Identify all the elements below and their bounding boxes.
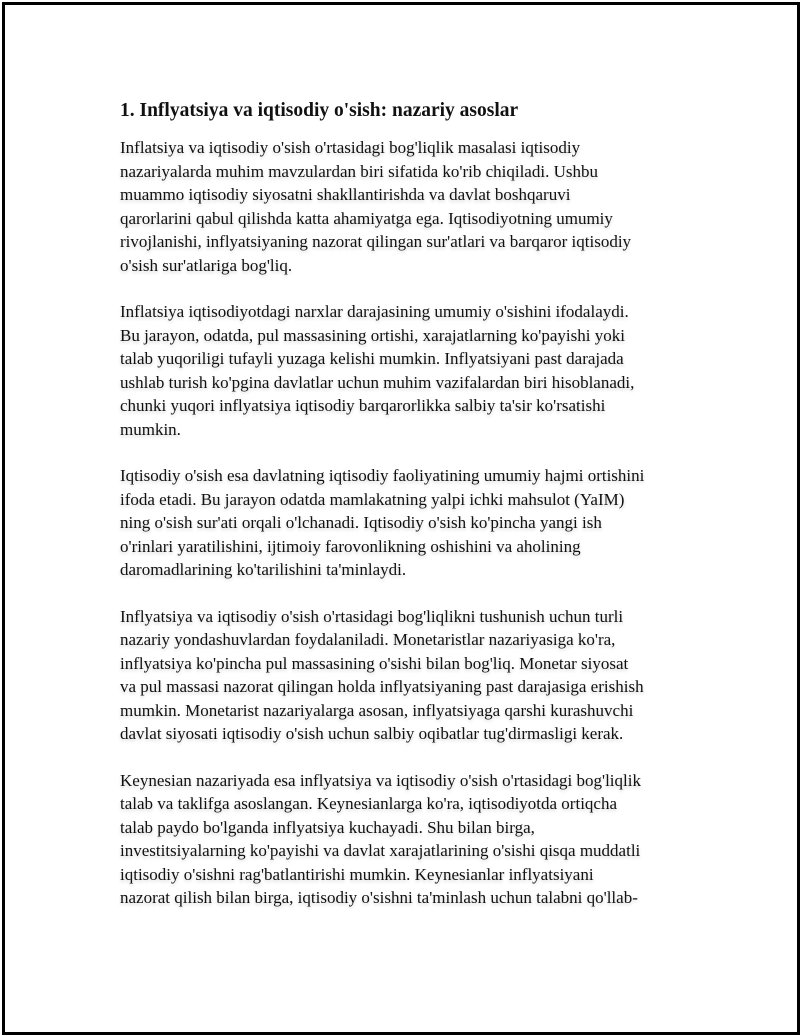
text-line: qarorlarini qabul qilishda katta ahamiyatga ega. Iqtisodiyotning umumiy: [120, 208, 613, 228]
text-line: investitsiyalarning ko'payishi va davlat xarajatlarining o'sishi qisqa muddatli: [120, 841, 641, 860]
text-line: talab paydo bo'lganda inflyatsiya kuchayadi. Shu bilan birga,: [120, 817, 535, 837]
text-line: rivojlanishi, inflyatsiyaning nazorat qilingan sur'atlari va barqaror iqtisodiy: [120, 232, 632, 251]
text-line: va pul massasi nazorat qilingan holda inflyatsiyaning past darajasiga erishish: [120, 677, 644, 696]
text-line: o'rinlari yaratilishini, ijtimoiy farovonlikning oshishini va aholining: [120, 536, 581, 556]
paragraph-list: [120, 136, 695, 910]
text-line: o'sish sur'atlariga bog'liq.: [120, 255, 293, 275]
text-line: inflyatsiya ko'pincha pul massasining o'sishi bilan bog'liq. Monetar siyosat: [120, 653, 629, 673]
text-line: chunki yuqori inflyatsiya iqtisodiy barqarorlikka salbiy ta'sir ko'rsatishi: [120, 396, 606, 415]
paragraph: [120, 136, 695, 277]
text-line: talab va taklifga asoslangan. Keynesianlarga ko'ra, iqtisodiyotda ortiqcha: [120, 794, 618, 813]
text-line: iqtisodiy o'sishni rag'batlantirishi mumkin. Keynesianlar inflyatsiyani: [120, 864, 594, 884]
text-line: mumkin. Monetarist nazariyalarga asosan, inflyatsiyaga qarshi kurashuvchi: [120, 700, 634, 720]
paragraph: [120, 300, 695, 441]
text-line: Inflatsiya va iqtisodiy o'sish o'rtasidagi bog'liqlik masalasi iqtisodiy: [120, 138, 581, 157]
text-line: ifoda etadi. Bu jarayon odatda mamlakatning yalpi ichki mahsulot (YaIM): [120, 489, 625, 509]
document-body: [120, 98, 695, 933]
text-line: ushlab turish ko'pgina davlatlar uchun muhim vazifalardan biri hisoblanadi,: [120, 372, 635, 392]
text-line: Keynesian nazariyada esa inflyatsiya va iqtisodiy o'sish o'rtasidagi bog'liqlik: [120, 770, 641, 790]
section-title: 1. Inflyatsiya va iqtisodiy o'sish: nazariy asoslar: [120, 100, 519, 121]
text-line: talab yuqoriligi tufayli yuzaga kelishi mumkin. Inflyatsiyani past darajada: [120, 349, 624, 368]
paragraph: [120, 464, 695, 582]
paragraph: [120, 769, 695, 910]
paragraph: [120, 605, 695, 746]
text-line: nazariyalarda muhim mavzulardan biri sifatida ko'rib chiqiladi. Ushbu: [120, 161, 598, 181]
text-line: Inflatsiya iqtisodiyotdagi narxlar darajasining umumiy o'sishini ifodalaydi.: [120, 302, 629, 321]
text-line: Bu jarayon, odatda, pul massasining ortishi, xarajatlarning ko'payishi yoki: [120, 325, 625, 345]
text-line: mumkin.: [120, 419, 181, 439]
text-line: davlat siyosati iqtisodiy o'sish uchun salbiy oqibatlar tug'dirmasligi kerak.: [120, 724, 624, 743]
text-line: daromadlarining ko'tarilishini ta'minlaydi.: [120, 560, 407, 579]
text-line: muammo iqtisodiy siyosatni shakllantirishda va davlat boshqaruvi: [120, 185, 571, 204]
text-line: nazariy yondashuvlardan foydalaniladi. Monetaristlar nazariyasiga ko'ra,: [120, 630, 616, 649]
page-border: [2, 2, 800, 1035]
text-line: Iqtisodiy o'sish esa davlatning iqtisodiy faoliyatining umumiy hajmi ortishini: [120, 466, 645, 485]
text-line: nazorat qilish bilan birga, iqtisodiy o'sishni ta'minlash uchun talabni qo'llab-: [120, 888, 638, 907]
text-line: Inflyatsiya va iqtisodiy o'sish o'rtasidagi bog'liqlikni tushunish uchun turli: [120, 606, 624, 626]
text-line: ning o'sish sur'ati orqali o'lchanadi. Iqtisodiy o'sish ko'pincha yangi ish: [120, 513, 602, 532]
